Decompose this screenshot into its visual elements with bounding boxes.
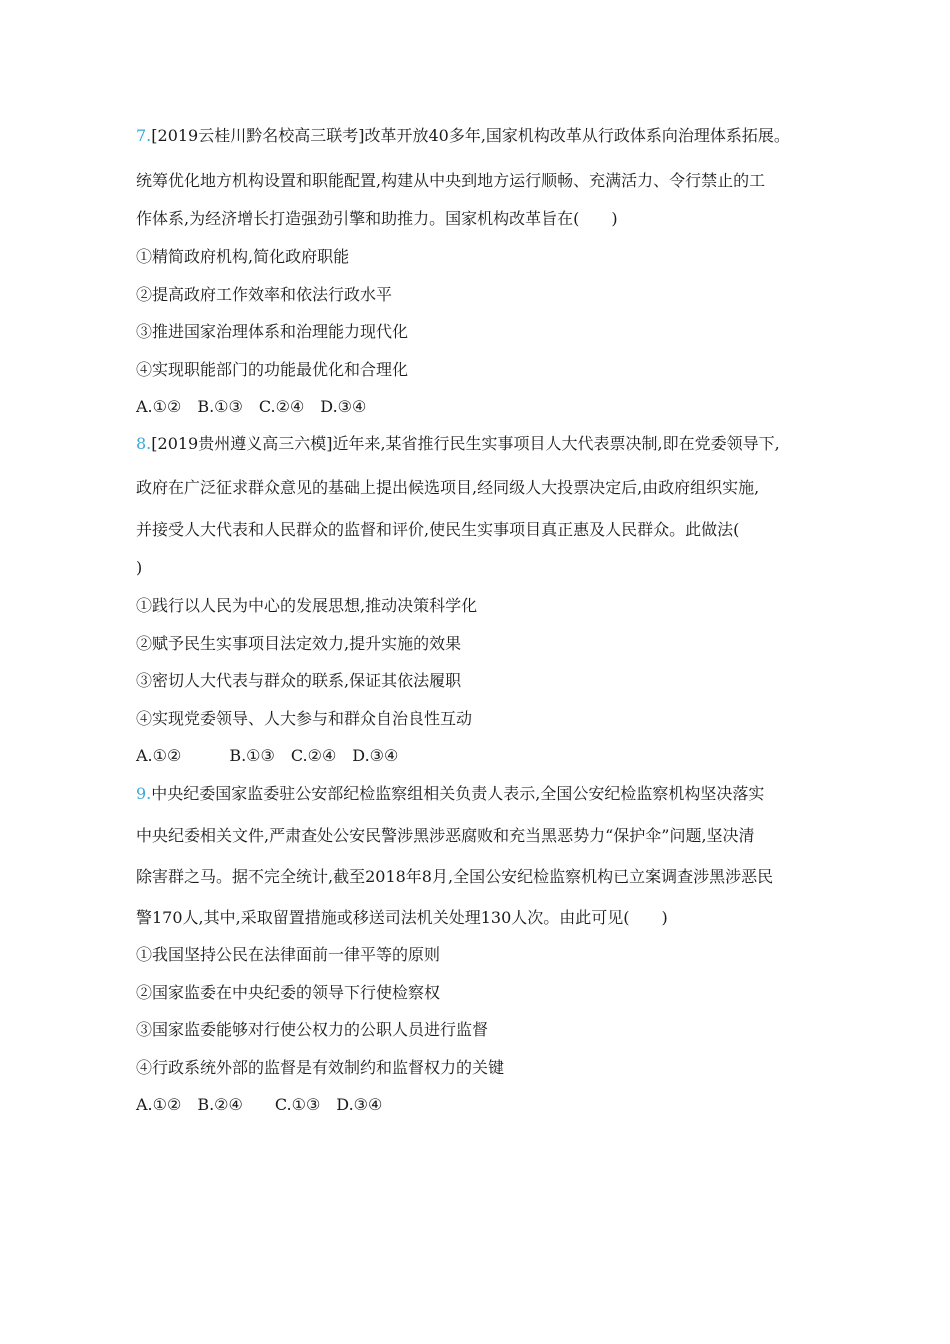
question-8-choices: A.①② B.①③ C.②④ D.③④: [136, 746, 399, 765]
question-8-number: 8.: [136, 434, 152, 453]
question-8-stem-line-2: 政府在广泛征求群众意见的基础上提出候选项目,经同级人大投票决定后,由政府组织实施,: [136, 478, 760, 497]
question-7-option-3: ③推进国家治理体系和治理能力现代化: [136, 322, 409, 341]
question-9-stem-line-1: 9.中央纪委国家监委驻公安部纪检监察组相关负责人表示,全国公安纪检监察机构坚决落实: [136, 784, 765, 803]
question-7-stem-line-1: 7.[2019云桂川黔名校高三联考]改革开放40多年,国家机构改革从行政体系向治理体系拓展。: [136, 126, 790, 145]
question-9-choices: A.①② B.②④ C.①③ D.③④: [136, 1095, 383, 1114]
question-7-stem-line-3: 作体系,为经济增长打造强劲引擎和助推力。国家机构改革旨在( ): [136, 209, 618, 228]
question-8-option-2: ②赋予民生实事项目法定效力,提升实施的效果: [136, 634, 462, 653]
question-8-option-4: ④实现党委领导、人大参与和群众自治良性互动: [136, 709, 473, 728]
question-9-option-2: ②国家监委在中央纪委的领导下行使检察权: [136, 983, 441, 1002]
question-9-option-4: ④行政系统外部的监督是有效制约和监督权力的关键: [136, 1058, 505, 1077]
question-7-number: 7.: [136, 126, 152, 145]
question-7-choices: A.①② B.①③ C.②④ D.③④: [136, 397, 367, 416]
question-9-option-3: ③国家监委能够对行使公权力的公职人员进行监督: [136, 1020, 489, 1039]
question-7-option-1: ①精简政府机构,简化政府职能: [136, 247, 350, 266]
question-7-option-4: ④实现职能部门的功能最优化和合理化: [136, 360, 409, 379]
question-7-option-2: ②提高政府工作效率和依法行政水平: [136, 285, 393, 304]
question-9-option-1: ①我国坚持公民在法律面前一律平等的原则: [136, 945, 441, 964]
question-8-stem-line-1: 8.[2019贵州遵义高三六模]近年来,某省推行民生实事项目人大代表票决制,即在党委领导下,: [136, 434, 780, 453]
question-8-stem-line-3: 并接受人大代表和人民群众的监督和评价,使民生实事项目真正惠及人民群众。此做法(: [136, 520, 740, 539]
question-8-option-3: ③密切人大代表与群众的联系,保证其依法履职: [136, 671, 462, 690]
question-9-number: 9.: [136, 784, 152, 803]
question-8-option-1: ①践行以人民为中心的发展思想,推动决策科学化: [136, 596, 478, 615]
question-8-stem-line-4: ): [136, 558, 143, 577]
question-9-stem-line-4: 警170人,其中,采取留置措施或移送司法机关处理130人次。由此可见( ): [136, 908, 668, 927]
question-9-stem-line-3: 除害群之马。据不完全统计,截至2018年8月,全国公安纪检监察机构已立案调查涉黑涉恶民: [136, 867, 774, 886]
question-9-stem-line-2: 中央纪委相关文件,严肃查处公安民警涉黑涉恶腐败和充当黑恶势力“保护伞”问题,坚决清: [136, 826, 755, 845]
question-7-stem-line-2: 统筹优化地方机构设置和职能配置,构建从中央到地方运行顺畅、充满活力、令行禁止的工: [136, 171, 766, 190]
